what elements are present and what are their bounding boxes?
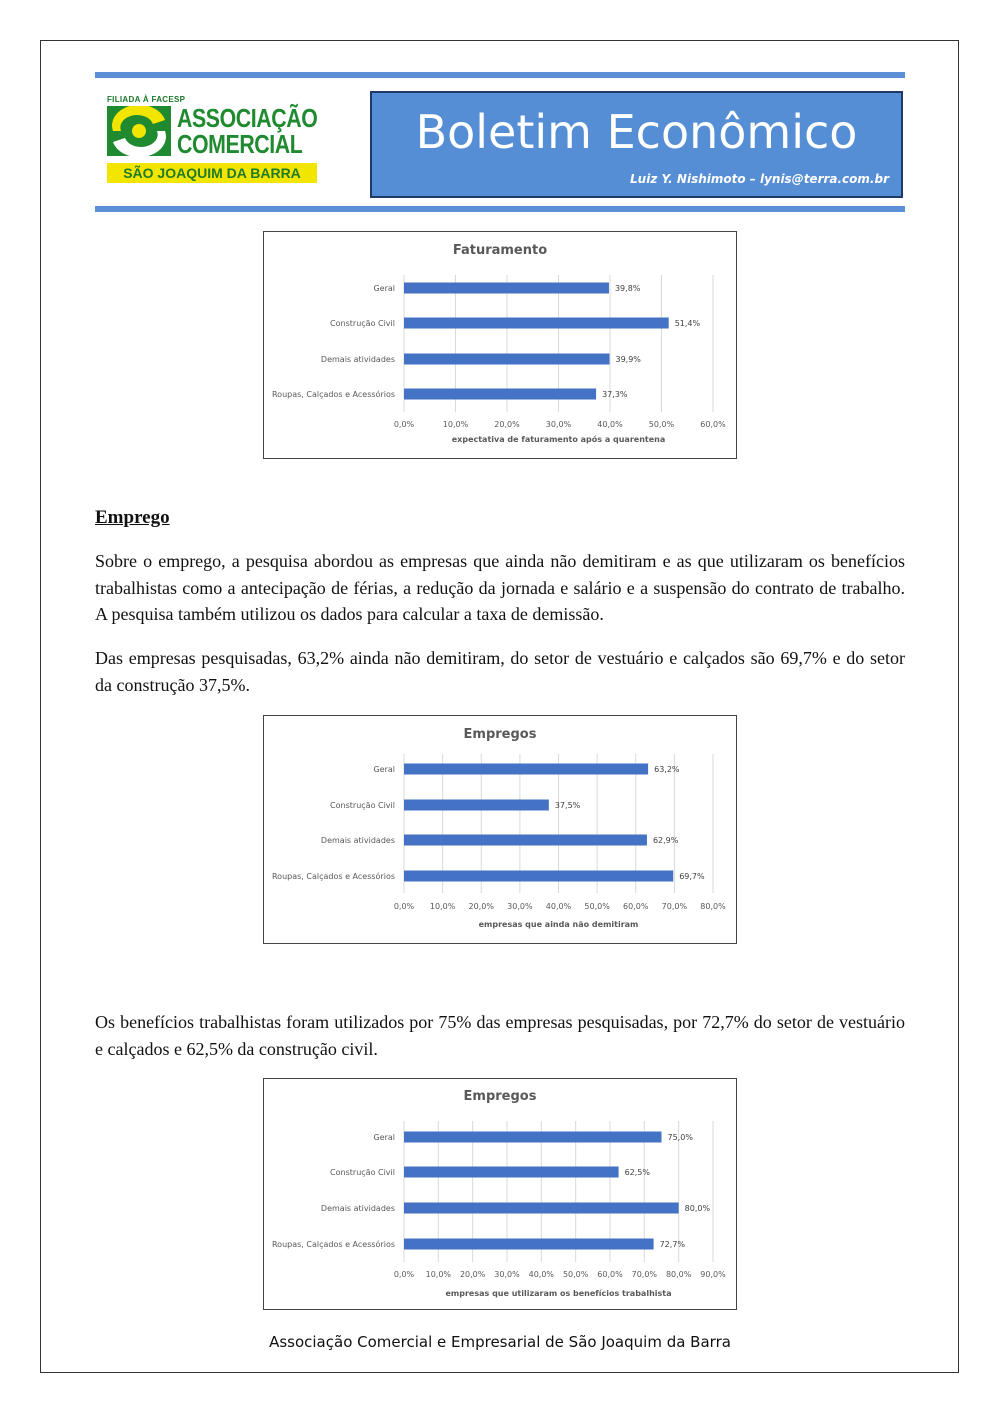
x-tick-label: 40,0% <box>545 902 572 911</box>
x-tick-label: 0,0% <box>393 420 415 429</box>
bar <box>404 871 673 882</box>
category-label: Demais atividades <box>320 836 395 845</box>
chart-empregos-1-svg <box>264 716 736 943</box>
x-tick-label: 50,0% <box>562 1270 589 1279</box>
x-tick-label: 20,0% <box>468 902 494 911</box>
page-title: Boletim Econômico <box>415 105 858 159</box>
logo-emblem-icon <box>107 106 171 156</box>
x-tick-label: 60,0% <box>597 1270 623 1279</box>
bar <box>404 800 549 811</box>
data-label: 62,9% <box>652 836 679 845</box>
chart-title: Empregos <box>463 1089 537 1104</box>
x-tick-label: 60,0% <box>623 902 649 911</box>
category-label: Demais atividades <box>320 1204 395 1213</box>
logo-tagline: FILIADA À FACESP <box>107 95 186 104</box>
x-tick-label: 0,0% <box>393 902 415 911</box>
bar <box>404 835 647 846</box>
category-label: Construção Civil <box>330 1168 395 1177</box>
category-label: Demais atividades <box>320 355 395 364</box>
category-label: Geral <box>373 284 395 293</box>
category-label: Roupas, Calçados e Acessórios <box>271 872 395 881</box>
chart-empregos-2-svg <box>264 1079 736 1309</box>
chart-empregos-nao-demitiram <box>263 715 737 944</box>
x-tick-label: 10,0% <box>429 902 456 911</box>
data-label: 39,9% <box>615 355 641 364</box>
x-tick-label: 10,0% <box>442 420 469 429</box>
x-tick-label: 50,0% <box>584 902 610 911</box>
x-axis-label: expectativa de faturamento após a quarentena <box>451 435 666 444</box>
category-label: Roupas, Calçados e Acessórios <box>271 390 395 399</box>
bar <box>404 1239 654 1250</box>
x-tick-label: 30,0% <box>507 902 533 911</box>
chart-title: Faturamento <box>452 243 548 258</box>
category-label: Construção Civil <box>330 319 395 328</box>
chart-empregos-beneficios <box>263 1078 737 1310</box>
x-tick-label: 40,0% <box>528 1270 555 1279</box>
bar <box>404 1167 619 1178</box>
author-line: Luiz Y. Nishimoto – lynis@terra.com.br <box>630 172 889 186</box>
x-tick-label: 10,0% <box>425 1270 452 1279</box>
category-label: Construção Civil <box>330 801 395 810</box>
x-tick-label: 30,0% <box>545 420 572 429</box>
bar <box>404 1132 662 1143</box>
data-label: 69,7% <box>679 872 705 881</box>
x-tick-label: 60,0% <box>700 420 726 429</box>
bar <box>404 764 648 775</box>
data-label: 62,5% <box>624 1168 651 1177</box>
data-label: 75,0% <box>667 1133 693 1142</box>
x-tick-label: 20,0% <box>494 420 520 429</box>
bar <box>404 1203 679 1214</box>
footer-text: Associação Comercial e Empresarial de São Joaquim da Barra <box>269 1333 731 1351</box>
data-label: 37,3% <box>602 390 628 399</box>
x-tick-label: 0,0% <box>393 1270 415 1279</box>
association-logo <box>105 95 320 185</box>
data-label: 72,7% <box>659 1240 686 1249</box>
header-bottom-rule <box>95 206 905 212</box>
x-tick-label: 80,0% <box>665 1270 692 1279</box>
x-tick-label: 90,0% <box>700 1270 726 1279</box>
category-label: Geral <box>373 1133 395 1142</box>
header-top-rule <box>95 72 905 78</box>
logo-city: SÃO JOAQUIM DA BARRA <box>107 163 317 183</box>
data-label: 37,5% <box>554 801 581 810</box>
category-label: Geral <box>373 765 395 774</box>
bar <box>404 354 609 365</box>
logo-line-1: ASSOCIAÇÃO <box>177 103 318 133</box>
data-label: 63,2% <box>654 765 680 774</box>
x-tick-label: 70,0% <box>661 902 688 911</box>
x-tick-label: 50,0% <box>648 420 675 429</box>
chart-faturamento <box>263 231 737 459</box>
data-label: 51,4% <box>674 319 701 328</box>
x-tick-label: 30,0% <box>494 1270 520 1279</box>
logo-line-2: COMERCIAL <box>177 129 303 159</box>
x-tick-label: 20,0% <box>459 1270 486 1279</box>
x-tick-label: 70,0% <box>631 1270 658 1279</box>
category-label: Roupas, Calçados e Acessórios <box>271 1240 395 1249</box>
data-label: 80,0% <box>684 1204 711 1213</box>
x-axis-label: empresas que utilizaram os benefícios trabalhista <box>445 1289 672 1298</box>
paragraph-1: Sobre o emprego, a pesquisa abordou as empresas que ainda não demitiram e as que utilizaram os benefícios trabalhistas como a antecipação de férias, a redução da jornada e salário e a suspensão do contrato de trabalho. A pesquisa também utilizou os dados para calcular a taxa de demissão. <box>95 551 905 624</box>
title-banner <box>370 91 903 198</box>
x-tick-label: 80,0% <box>700 902 726 911</box>
paragraph-3: Os benefícios trabalhistas foram utilizados por 75% das empresas pesquisadas, por 72,7% do setor de vestuário e calçados e 62,5% da construção civil. <box>95 1012 905 1059</box>
bar <box>404 283 609 294</box>
bar <box>404 318 669 329</box>
data-label: 39,8% <box>614 284 641 293</box>
section-heading: Emprego <box>95 507 170 528</box>
chart-faturamento-svg <box>264 232 736 458</box>
chart-title: Empregos <box>463 727 537 742</box>
bar <box>404 389 596 400</box>
x-axis-label: empresas que ainda não demitiram <box>478 920 639 929</box>
x-tick-label: 40,0% <box>597 420 623 429</box>
paragraph-2: Das empresas pesquisadas, 63,2% ainda não demitiram, do setor de vestuário e calçados são 69,7% e do setor da construção 37,5%. <box>95 648 905 695</box>
